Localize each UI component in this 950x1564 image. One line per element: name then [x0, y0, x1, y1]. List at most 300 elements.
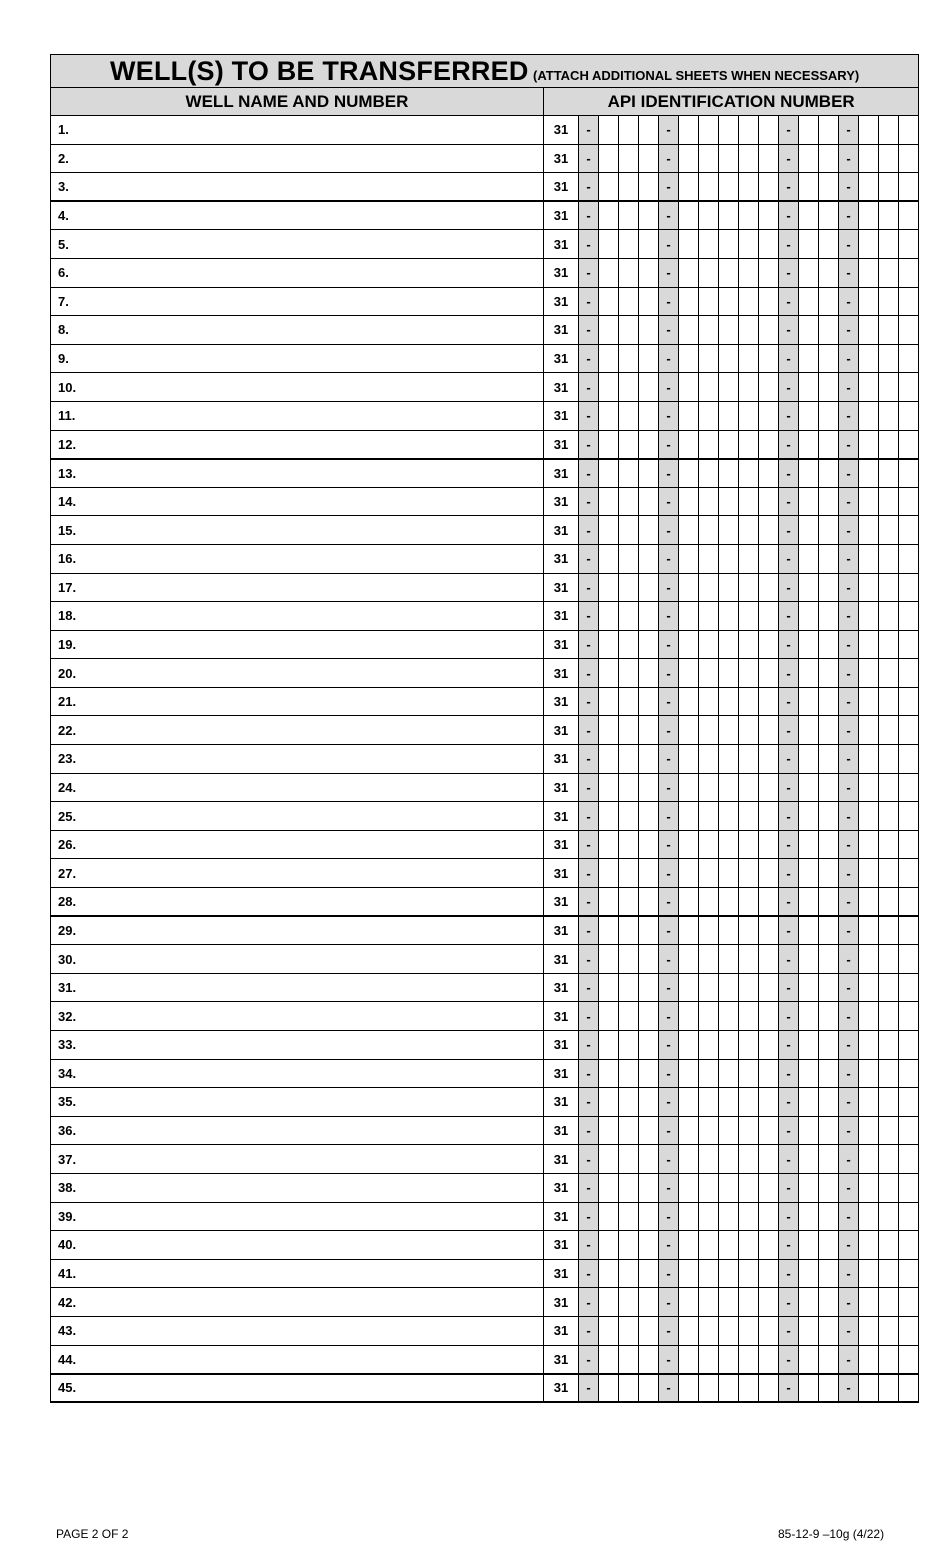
api-digit-box[interactable] [599, 373, 619, 402]
api-digit-box[interactable] [639, 1288, 659, 1317]
api-digit-box[interactable] [699, 630, 719, 659]
api-digit-box[interactable] [819, 230, 839, 259]
well-name-field[interactable]: 2. [51, 144, 544, 173]
api-digit-box[interactable] [739, 687, 759, 716]
api-digit-box[interactable] [739, 1316, 759, 1345]
api-digit-box[interactable] [599, 1173, 619, 1202]
api-digit-box[interactable] [699, 373, 719, 402]
api-digit-box[interactable] [799, 459, 819, 488]
api-digit-box[interactable] [879, 373, 899, 402]
well-name-field[interactable]: 37. [51, 1145, 544, 1174]
api-digit-box[interactable] [599, 230, 619, 259]
api-digit-box[interactable] [759, 373, 779, 402]
well-name-field[interactable]: 17. [51, 573, 544, 602]
api-digit-box[interactable] [899, 773, 919, 802]
api-digit-box[interactable] [759, 1345, 779, 1374]
api-digit-box[interactable] [859, 1031, 879, 1060]
api-digit-box[interactable] [879, 1202, 899, 1231]
api-digit-box[interactable] [699, 859, 719, 888]
api-digit-box[interactable] [819, 830, 839, 859]
api-digit-box[interactable] [799, 1231, 819, 1260]
api-digit-box[interactable] [639, 602, 659, 631]
api-digit-box[interactable] [859, 745, 879, 774]
api-digit-box[interactable] [819, 459, 839, 488]
api-digit-box[interactable] [819, 1002, 839, 1031]
api-digit-box[interactable] [859, 258, 879, 287]
api-digit-box[interactable] [759, 1231, 779, 1260]
api-digit-box[interactable] [619, 1374, 639, 1403]
api-digit-box[interactable] [799, 888, 819, 917]
api-digit-box[interactable] [639, 1031, 659, 1060]
api-digit-box[interactable] [719, 830, 739, 859]
api-digit-box[interactable] [899, 401, 919, 430]
api-digit-box[interactable] [759, 945, 779, 974]
api-digit-box[interactable] [699, 1288, 719, 1317]
well-name-field[interactable]: 14. [51, 487, 544, 516]
api-digit-box[interactable] [819, 201, 839, 230]
api-digit-box[interactable] [879, 659, 899, 688]
api-digit-box[interactable] [899, 573, 919, 602]
api-digit-box[interactable] [599, 916, 619, 945]
api-digit-box[interactable] [879, 1316, 899, 1345]
api-digit-box[interactable] [619, 573, 639, 602]
api-digit-box[interactable] [639, 258, 659, 287]
api-digit-box[interactable] [799, 1088, 819, 1117]
api-digit-box[interactable] [699, 116, 719, 145]
api-digit-box[interactable] [899, 201, 919, 230]
api-digit-box[interactable] [799, 802, 819, 831]
api-digit-box[interactable] [699, 1316, 719, 1345]
api-digit-box[interactable] [599, 401, 619, 430]
api-digit-box[interactable] [859, 1145, 879, 1174]
api-digit-box[interactable] [759, 888, 779, 917]
api-digit-box[interactable] [739, 344, 759, 373]
api-digit-box[interactable] [879, 1173, 899, 1202]
api-digit-box[interactable] [759, 316, 779, 345]
api-digit-box[interactable] [719, 659, 739, 688]
api-digit-box[interactable] [679, 459, 699, 488]
api-digit-box[interactable] [599, 459, 619, 488]
api-digit-box[interactable] [699, 344, 719, 373]
api-digit-box[interactable] [759, 573, 779, 602]
api-digit-box[interactable] [679, 1173, 699, 1202]
api-digit-box[interactable] [619, 487, 639, 516]
api-digit-box[interactable] [879, 230, 899, 259]
api-digit-box[interactable] [739, 1145, 759, 1174]
api-digit-box[interactable] [879, 945, 899, 974]
api-digit-box[interactable] [879, 1345, 899, 1374]
api-digit-box[interactable] [819, 659, 839, 688]
api-digit-box[interactable] [819, 888, 839, 917]
well-name-field[interactable]: 6. [51, 258, 544, 287]
api-digit-box[interactable] [879, 516, 899, 545]
api-digit-box[interactable] [819, 430, 839, 459]
api-digit-box[interactable] [619, 459, 639, 488]
api-digit-box[interactable] [619, 316, 639, 345]
api-digit-box[interactable] [799, 1316, 819, 1345]
api-digit-box[interactable] [819, 1088, 839, 1117]
api-digit-box[interactable] [639, 859, 659, 888]
well-name-field[interactable]: 8. [51, 316, 544, 345]
api-digit-box[interactable] [799, 144, 819, 173]
api-digit-box[interactable] [619, 802, 639, 831]
api-digit-box[interactable] [699, 916, 719, 945]
api-digit-box[interactable] [639, 316, 659, 345]
api-digit-box[interactable] [799, 630, 819, 659]
api-digit-box[interactable] [819, 1259, 839, 1288]
well-name-field[interactable]: 34. [51, 1059, 544, 1088]
api-digit-box[interactable] [679, 287, 699, 316]
api-digit-box[interactable] [799, 173, 819, 202]
api-digit-box[interactable] [719, 487, 739, 516]
api-digit-box[interactable] [759, 1116, 779, 1145]
api-digit-box[interactable] [719, 573, 739, 602]
api-digit-box[interactable] [819, 1231, 839, 1260]
api-digit-box[interactable] [699, 830, 719, 859]
api-digit-box[interactable] [859, 888, 879, 917]
api-digit-box[interactable] [859, 573, 879, 602]
api-digit-box[interactable] [679, 630, 699, 659]
api-digit-box[interactable] [879, 1116, 899, 1145]
well-name-field[interactable]: 3. [51, 173, 544, 202]
api-digit-box[interactable] [619, 173, 639, 202]
api-digit-box[interactable] [599, 945, 619, 974]
api-digit-box[interactable] [739, 544, 759, 573]
api-digit-box[interactable] [679, 659, 699, 688]
api-digit-box[interactable] [879, 487, 899, 516]
api-digit-box[interactable] [719, 1316, 739, 1345]
api-digit-box[interactable] [819, 144, 839, 173]
api-digit-box[interactable] [799, 287, 819, 316]
api-digit-box[interactable] [719, 630, 739, 659]
api-digit-box[interactable] [759, 1059, 779, 1088]
api-digit-box[interactable] [759, 773, 779, 802]
api-digit-box[interactable] [759, 201, 779, 230]
api-digit-box[interactable] [739, 1374, 759, 1403]
api-digit-box[interactable] [679, 1031, 699, 1060]
api-digit-box[interactable] [739, 659, 759, 688]
api-digit-box[interactable] [739, 258, 759, 287]
api-digit-box[interactable] [719, 888, 739, 917]
api-digit-box[interactable] [679, 1345, 699, 1374]
api-digit-box[interactable] [739, 201, 759, 230]
api-digit-box[interactable] [899, 258, 919, 287]
api-digit-box[interactable] [799, 516, 819, 545]
api-digit-box[interactable] [639, 430, 659, 459]
api-digit-box[interactable] [699, 230, 719, 259]
api-digit-box[interactable] [679, 973, 699, 1002]
api-digit-box[interactable] [679, 173, 699, 202]
api-digit-box[interactable] [679, 1259, 699, 1288]
api-digit-box[interactable] [859, 459, 879, 488]
api-digit-box[interactable] [739, 516, 759, 545]
api-digit-box[interactable] [679, 802, 699, 831]
api-digit-box[interactable] [719, 144, 739, 173]
api-digit-box[interactable] [719, 258, 739, 287]
api-digit-box[interactable] [679, 316, 699, 345]
api-digit-box[interactable] [599, 973, 619, 1002]
api-digit-box[interactable] [759, 430, 779, 459]
api-digit-box[interactable] [699, 1088, 719, 1117]
api-digit-box[interactable] [859, 1288, 879, 1317]
api-digit-box[interactable] [699, 716, 719, 745]
api-digit-box[interactable] [819, 1116, 839, 1145]
api-digit-box[interactable] [899, 1202, 919, 1231]
api-digit-box[interactable] [799, 1374, 819, 1403]
api-digit-box[interactable] [859, 1202, 879, 1231]
api-digit-box[interactable] [639, 116, 659, 145]
api-digit-box[interactable] [639, 1231, 659, 1260]
api-digit-box[interactable] [639, 716, 659, 745]
api-digit-box[interactable] [899, 544, 919, 573]
well-name-field[interactable]: 9. [51, 344, 544, 373]
api-digit-box[interactable] [859, 1259, 879, 1288]
well-name-field[interactable]: 19. [51, 630, 544, 659]
api-digit-box[interactable] [819, 630, 839, 659]
api-digit-box[interactable] [759, 802, 779, 831]
api-digit-box[interactable] [879, 802, 899, 831]
api-digit-box[interactable] [719, 516, 739, 545]
well-name-field[interactable]: 16. [51, 544, 544, 573]
api-digit-box[interactable] [759, 830, 779, 859]
api-digit-box[interactable] [859, 1345, 879, 1374]
well-name-field[interactable]: 36. [51, 1116, 544, 1145]
well-name-field[interactable]: 26. [51, 830, 544, 859]
api-digit-box[interactable] [639, 1145, 659, 1174]
api-digit-box[interactable] [899, 888, 919, 917]
api-digit-box[interactable] [799, 716, 819, 745]
api-digit-box[interactable] [719, 1231, 739, 1260]
api-digit-box[interactable] [719, 544, 739, 573]
api-digit-box[interactable] [699, 1031, 719, 1060]
api-digit-box[interactable] [859, 773, 879, 802]
api-digit-box[interactable] [719, 1145, 739, 1174]
api-digit-box[interactable] [879, 1059, 899, 1088]
api-digit-box[interactable] [879, 1145, 899, 1174]
api-digit-box[interactable] [699, 316, 719, 345]
well-name-field[interactable]: 23. [51, 745, 544, 774]
api-digit-box[interactable] [719, 773, 739, 802]
api-digit-box[interactable] [759, 1031, 779, 1060]
api-digit-box[interactable] [739, 945, 759, 974]
api-digit-box[interactable] [899, 602, 919, 631]
api-digit-box[interactable] [679, 1231, 699, 1260]
api-digit-box[interactable] [679, 258, 699, 287]
api-digit-box[interactable] [739, 287, 759, 316]
api-digit-box[interactable] [859, 116, 879, 145]
api-digit-box[interactable] [639, 773, 659, 802]
api-digit-box[interactable] [859, 144, 879, 173]
api-digit-box[interactable] [899, 1088, 919, 1117]
api-digit-box[interactable] [739, 773, 759, 802]
api-digit-box[interactable] [599, 258, 619, 287]
api-digit-box[interactable] [699, 945, 719, 974]
api-digit-box[interactable] [639, 916, 659, 945]
api-digit-box[interactable] [799, 1116, 819, 1145]
api-digit-box[interactable] [799, 830, 819, 859]
api-digit-box[interactable] [819, 716, 839, 745]
api-digit-box[interactable] [739, 1288, 759, 1317]
api-digit-box[interactable] [819, 401, 839, 430]
well-name-field[interactable]: 45. [51, 1374, 544, 1403]
api-digit-box[interactable] [879, 630, 899, 659]
well-name-field[interactable]: 20. [51, 659, 544, 688]
well-name-field[interactable]: 27. [51, 859, 544, 888]
api-digit-box[interactable] [679, 144, 699, 173]
api-digit-box[interactable] [799, 573, 819, 602]
api-digit-box[interactable] [599, 773, 619, 802]
api-digit-box[interactable] [879, 859, 899, 888]
api-digit-box[interactable] [719, 687, 739, 716]
api-digit-box[interactable] [739, 973, 759, 1002]
api-digit-box[interactable] [879, 888, 899, 917]
api-digit-box[interactable] [619, 830, 639, 859]
api-digit-box[interactable] [699, 1145, 719, 1174]
well-name-field[interactable]: 39. [51, 1202, 544, 1231]
api-digit-box[interactable] [899, 116, 919, 145]
api-digit-box[interactable] [899, 1345, 919, 1374]
api-digit-box[interactable] [619, 116, 639, 145]
api-digit-box[interactable] [639, 888, 659, 917]
api-digit-box[interactable] [819, 1031, 839, 1060]
api-digit-box[interactable] [819, 173, 839, 202]
api-digit-box[interactable] [599, 544, 619, 573]
api-digit-box[interactable] [899, 287, 919, 316]
api-digit-box[interactable] [699, 1059, 719, 1088]
api-digit-box[interactable] [739, 1202, 759, 1231]
api-digit-box[interactable] [859, 1316, 879, 1345]
api-digit-box[interactable] [759, 973, 779, 1002]
api-digit-box[interactable] [619, 1031, 639, 1060]
api-digit-box[interactable] [599, 144, 619, 173]
api-digit-box[interactable] [719, 602, 739, 631]
api-digit-box[interactable] [679, 201, 699, 230]
api-digit-box[interactable] [719, 287, 739, 316]
api-digit-box[interactable] [719, 1374, 739, 1403]
api-digit-box[interactable] [759, 230, 779, 259]
api-digit-box[interactable] [739, 1345, 759, 1374]
api-digit-box[interactable] [679, 687, 699, 716]
api-digit-box[interactable] [739, 1259, 759, 1288]
api-digit-box[interactable] [879, 773, 899, 802]
api-digit-box[interactable] [699, 1002, 719, 1031]
api-digit-box[interactable] [799, 344, 819, 373]
api-digit-box[interactable] [699, 459, 719, 488]
api-digit-box[interactable] [699, 1231, 719, 1260]
api-digit-box[interactable] [599, 316, 619, 345]
api-digit-box[interactable] [599, 830, 619, 859]
api-digit-box[interactable] [599, 1145, 619, 1174]
api-digit-box[interactable] [619, 1088, 639, 1117]
api-digit-box[interactable] [679, 344, 699, 373]
api-digit-box[interactable] [739, 487, 759, 516]
api-digit-box[interactable] [639, 144, 659, 173]
api-digit-box[interactable] [619, 716, 639, 745]
api-digit-box[interactable] [899, 659, 919, 688]
api-digit-box[interactable] [619, 1145, 639, 1174]
api-digit-box[interactable] [799, 973, 819, 1002]
api-digit-box[interactable] [859, 516, 879, 545]
api-digit-box[interactable] [599, 1231, 619, 1260]
api-digit-box[interactable] [599, 116, 619, 145]
api-digit-box[interactable] [899, 1116, 919, 1145]
api-digit-box[interactable] [759, 630, 779, 659]
api-digit-box[interactable] [639, 401, 659, 430]
api-digit-box[interactable] [679, 573, 699, 602]
api-digit-box[interactable] [599, 659, 619, 688]
api-digit-box[interactable] [639, 830, 659, 859]
api-digit-box[interactable] [859, 830, 879, 859]
api-digit-box[interactable] [879, 1259, 899, 1288]
api-digit-box[interactable] [599, 1202, 619, 1231]
api-digit-box[interactable] [819, 687, 839, 716]
api-digit-box[interactable] [799, 316, 819, 345]
api-digit-box[interactable] [699, 401, 719, 430]
api-digit-box[interactable] [879, 344, 899, 373]
api-digit-box[interactable] [759, 173, 779, 202]
api-digit-box[interactable] [859, 1059, 879, 1088]
api-digit-box[interactable] [819, 258, 839, 287]
api-digit-box[interactable] [759, 1259, 779, 1288]
api-digit-box[interactable] [679, 888, 699, 917]
well-name-field[interactable]: 41. [51, 1259, 544, 1288]
api-digit-box[interactable] [859, 173, 879, 202]
api-digit-box[interactable] [799, 1259, 819, 1288]
api-digit-box[interactable] [739, 1031, 759, 1060]
api-digit-box[interactable] [759, 487, 779, 516]
api-digit-box[interactable] [619, 745, 639, 774]
api-digit-box[interactable] [899, 516, 919, 545]
api-digit-box[interactable] [759, 1202, 779, 1231]
api-digit-box[interactable] [899, 1173, 919, 1202]
api-digit-box[interactable] [879, 1288, 899, 1317]
api-digit-box[interactable] [679, 773, 699, 802]
api-digit-box[interactable] [879, 830, 899, 859]
api-digit-box[interactable] [879, 916, 899, 945]
api-digit-box[interactable] [879, 1002, 899, 1031]
api-digit-box[interactable] [739, 144, 759, 173]
api-digit-box[interactable] [679, 1145, 699, 1174]
api-digit-box[interactable] [619, 1202, 639, 1231]
api-digit-box[interactable] [879, 116, 899, 145]
api-digit-box[interactable] [699, 1202, 719, 1231]
well-name-field[interactable]: 12. [51, 430, 544, 459]
api-digit-box[interactable] [679, 487, 699, 516]
api-digit-box[interactable] [859, 401, 879, 430]
api-digit-box[interactable] [859, 916, 879, 945]
api-digit-box[interactable] [859, 659, 879, 688]
api-digit-box[interactable] [799, 602, 819, 631]
api-digit-box[interactable] [699, 144, 719, 173]
api-digit-box[interactable] [699, 1259, 719, 1288]
api-digit-box[interactable] [639, 945, 659, 974]
api-digit-box[interactable] [739, 430, 759, 459]
api-digit-box[interactable] [719, 316, 739, 345]
api-digit-box[interactable] [799, 916, 819, 945]
api-digit-box[interactable] [739, 802, 759, 831]
api-digit-box[interactable] [799, 544, 819, 573]
api-digit-box[interactable] [699, 516, 719, 545]
well-name-field[interactable]: 15. [51, 516, 544, 545]
api-digit-box[interactable] [619, 1288, 639, 1317]
api-digit-box[interactable] [619, 1002, 639, 1031]
api-digit-box[interactable] [679, 116, 699, 145]
well-name-field[interactable]: 5. [51, 230, 544, 259]
api-digit-box[interactable] [799, 487, 819, 516]
api-digit-box[interactable] [819, 1202, 839, 1231]
api-digit-box[interactable] [719, 1116, 739, 1145]
api-digit-box[interactable] [819, 116, 839, 145]
